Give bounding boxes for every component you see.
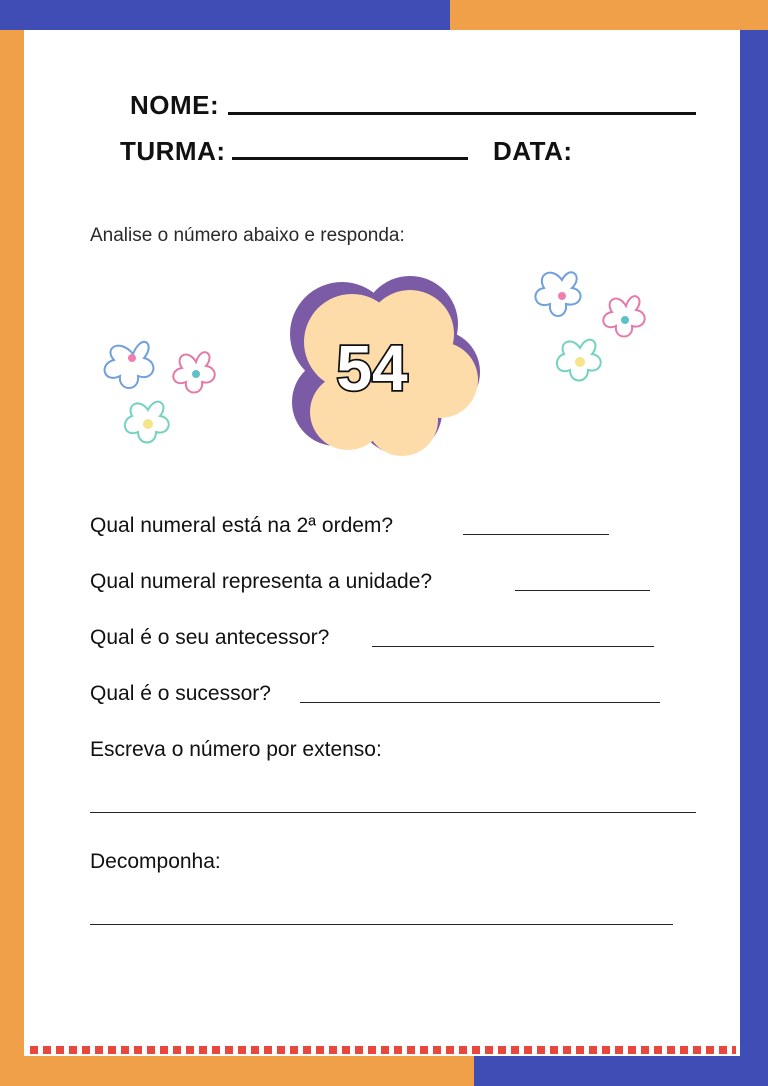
flower-blue-icon xyxy=(535,272,580,316)
decorative-dashed-strip xyxy=(30,1046,736,1054)
instruction-text: Analise o número abaixo e responda: xyxy=(90,225,405,246)
question-predecessor: Qual é o seu antecessor? xyxy=(90,626,330,649)
answer-line-write-in-words[interactable] xyxy=(90,812,696,813)
flower-pink-icon xyxy=(603,296,644,336)
answer-line-predecessor[interactable] xyxy=(372,646,654,647)
right-flowers-icon xyxy=(528,258,658,398)
date-label: DATA: xyxy=(493,136,573,166)
flower-teal-icon xyxy=(125,402,169,443)
frame-top-right-bar xyxy=(450,0,768,30)
number-flower xyxy=(280,262,480,462)
question-unit: Qual numeral representa a unidade? xyxy=(90,570,433,593)
question-decompose: Decomponha: xyxy=(90,850,221,873)
name-label: NOME: xyxy=(130,90,220,120)
flower-blue-icon xyxy=(105,342,154,388)
frame-top-left-bar xyxy=(0,0,450,30)
question-write-in-words: Escreva o número por extenso: xyxy=(90,738,382,761)
left-flowers-icon xyxy=(98,318,228,458)
frame-bottom-right-bar xyxy=(474,1056,740,1086)
frame-right-bar xyxy=(740,30,768,1086)
question-second-order: Qual numeral está na 2ª ordem? xyxy=(90,514,394,537)
flower-shape-icon xyxy=(280,262,480,462)
flower-teal-icon xyxy=(557,340,601,381)
question-successor: Qual é o sucessor? xyxy=(90,682,271,705)
class-field-line[interactable] xyxy=(232,157,468,160)
answer-line-decompose[interactable] xyxy=(90,924,673,925)
frame-bottom-left-bar xyxy=(24,1056,474,1086)
answer-line-successor[interactable] xyxy=(300,702,660,703)
frame-left-bar xyxy=(0,30,24,1086)
class-label: TURMA: xyxy=(120,136,226,166)
number-value: 54 xyxy=(336,332,408,404)
answer-line-second-order[interactable] xyxy=(463,534,609,535)
answer-line-unit[interactable] xyxy=(515,590,650,591)
name-field-line[interactable] xyxy=(228,112,696,115)
flower-pink-icon xyxy=(173,352,214,392)
